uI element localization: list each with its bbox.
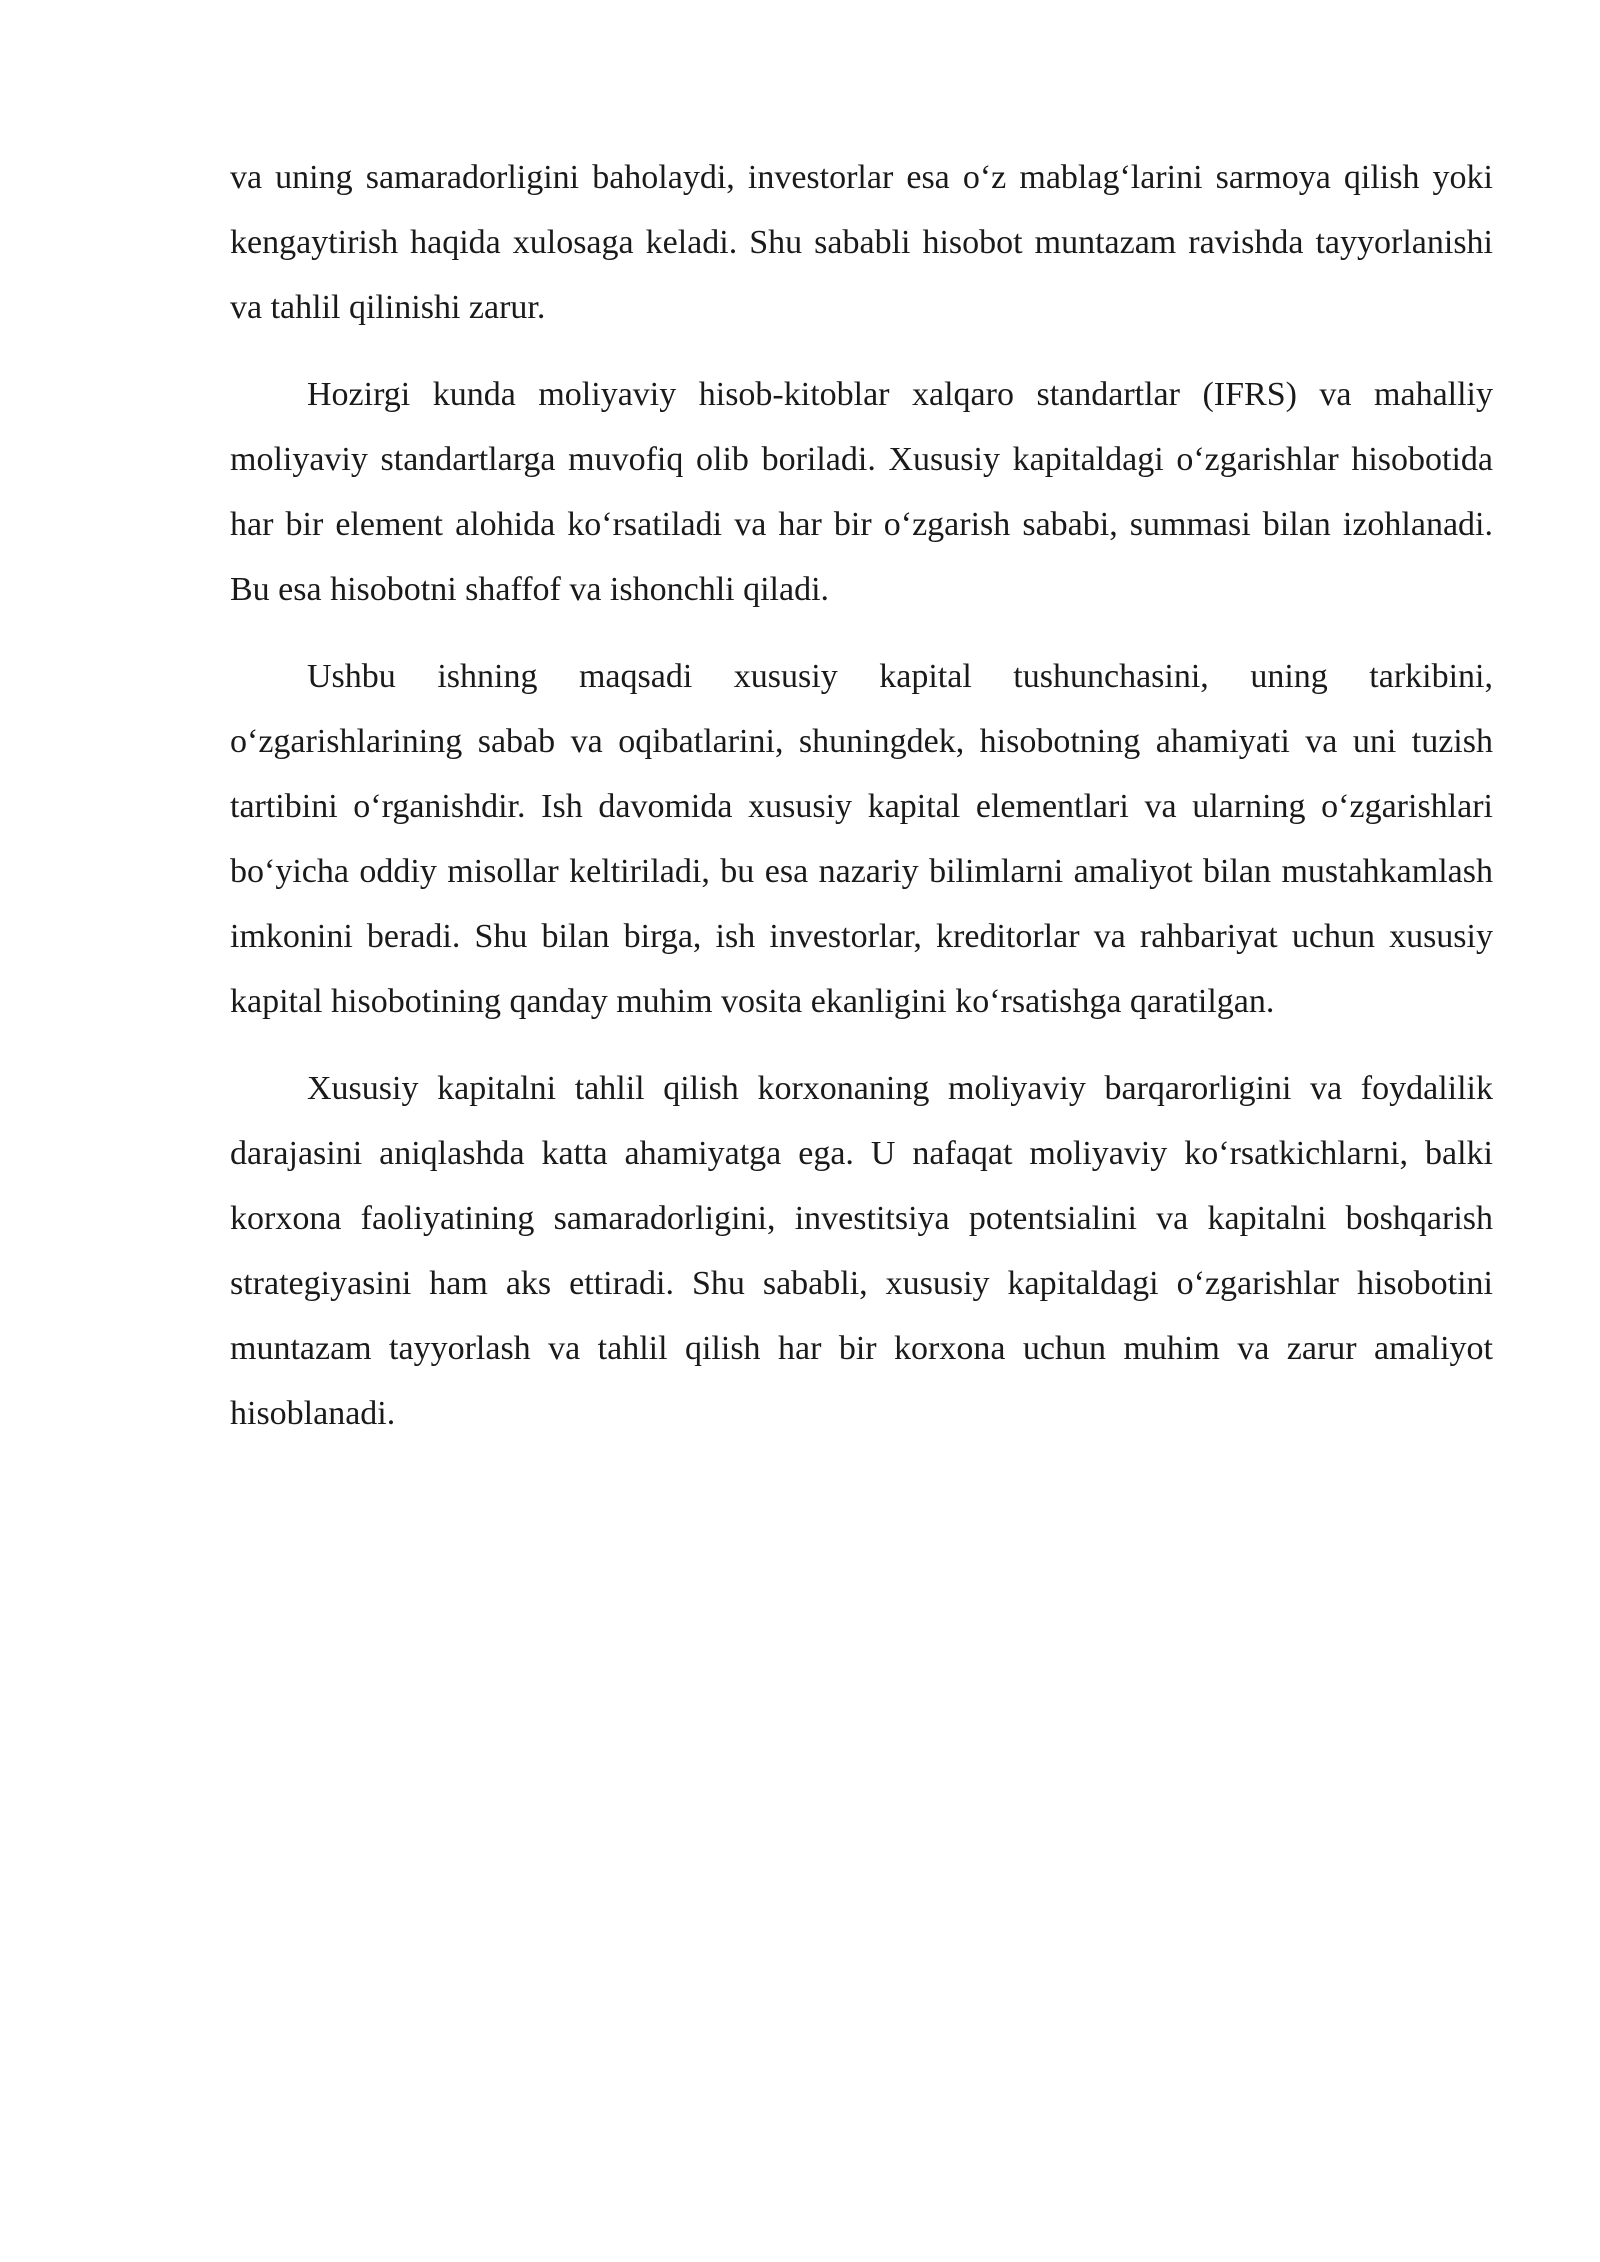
document-body [230, 145, 1493, 1468]
paragraph-standards: Hozirgi kunda moliyaviy hisob-kitoblar xalqaro standartlar (IFRS) va mahalliy moliyaviy standartlarga muvofiq olib boriladi. Xususiy kapitaldagi o‘zgarishlar hisobotida har bir element alohida ko‘rsatiladi va har bir o‘zgarish sababi, summasi bilan izohlanadi. Bu esa hisobotni shaffof va ishonchli qiladi. [230, 376, 1493, 608]
paragraph-analysis: Xususiy kapitalni tahlil qilish korxonaning moliyaviy barqarorligini va foydalilik darajasini aniqlashda katta ahamiyatga ega. U nafaqat moliyaviy ko‘rsatkichlarni, balki korxona faoliyatining samaradorligini, investitsiya potentsialini va kapitalni boshqarish strategiyasini ham aks ettiradi. Shu sababli, xususiy kapitaldagi o‘zgarishlar hisobotini muntazam tayyorlash va tahlil qilish har bir korxona uchun muhim va zarur amaliyot hisoblanadi. [230, 1070, 1493, 1432]
paragraph-continuation: va uning samaradorligini baholaydi, investorlar esa o‘z mablag‘larini sarmoya qilish yoki kengaytirish haqida xulosaga keladi. Shu sababli hisobot muntazam ravishda tayyorlanishi va tahlil qilinishi zarur. [230, 159, 1493, 326]
paragraph-purpose: Ushbu ishning maqsadi xususiy kapital tushunchasini, uning tarkibini, o‘zgarishlarining sabab va oqibatlarini, shuningdek, hisobotning ahamiyati va uni tuzish tartibini o‘rganishdir. Ish davomida xususiy kapital elementlari va ularning o‘zgarishlari bo‘yicha oddiy misollar keltiriladi, bu esa nazariy bilimlarni amaliyot bilan mustahkamlash imkonini beradi. Shu bilan birga, ish investorlar, kreditorlar va rahbariyat uchun xususiy kapital hisobotining qanday muhim vosita ekanligini ko‘rsatishga qaratilgan. [230, 658, 1493, 1020]
